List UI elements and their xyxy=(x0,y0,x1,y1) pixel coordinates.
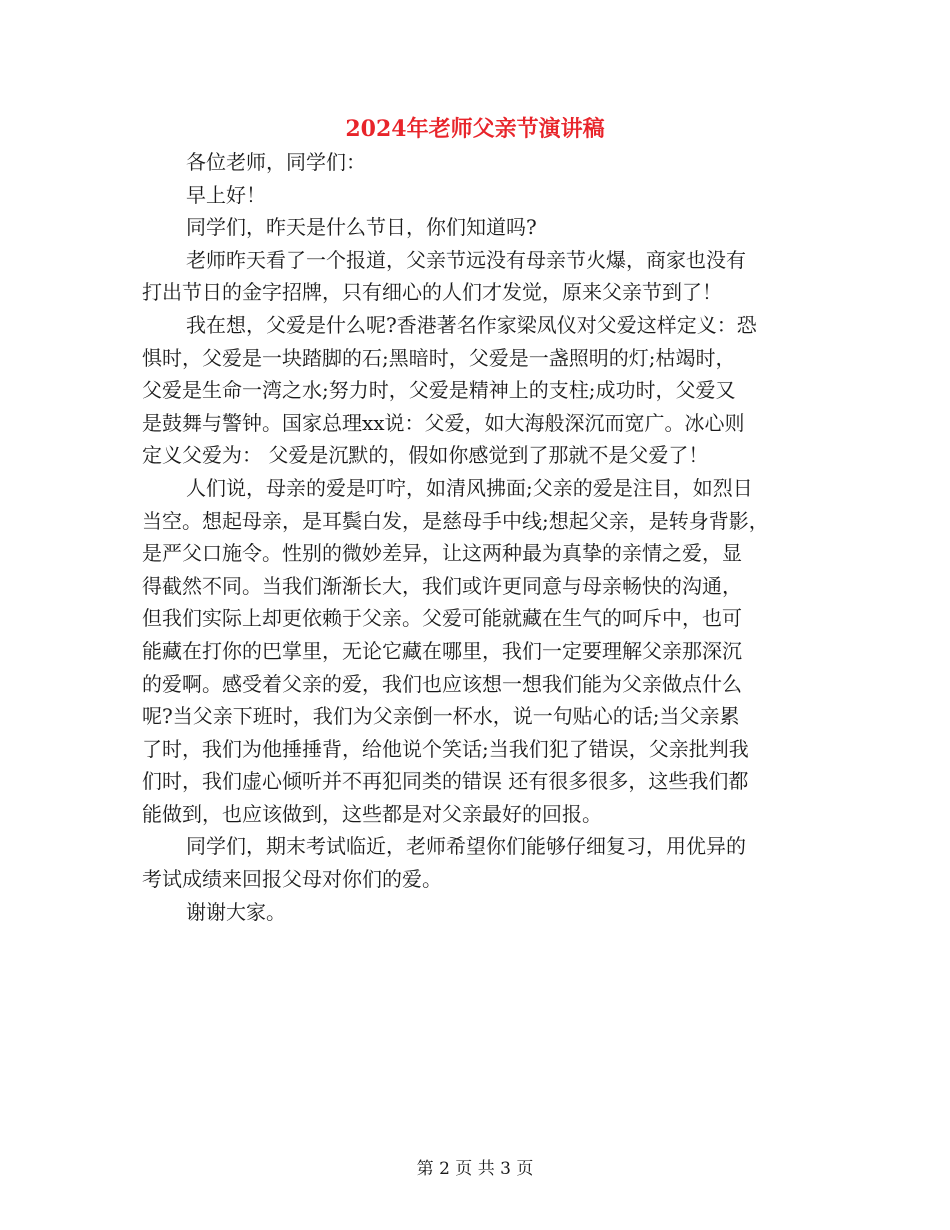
paragraph-parents-love xyxy=(142,472,814,831)
paragraph-line: 是严父口施令。性别的微妙差异，让这两种最为真挚的亲情之爱，显 xyxy=(142,541,742,566)
paragraph-greeting xyxy=(142,146,814,179)
paragraph-line: 早上好！ xyxy=(186,182,266,207)
paragraph-line: 得截然不同。当我们渐渐长大，我们或许更同意与母亲畅快的沟通， xyxy=(142,573,742,598)
paragraph-line: 各位老师，同学们： xyxy=(186,150,366,174)
paragraph-line: 人们说，母亲的爱是叮咛，如清风拂面;父亲的爱是注目，如烈日 xyxy=(186,475,753,500)
paragraph-line: 们时，我们虚心倾听并不再犯同类的错误 还有很多很多，这些我们都 xyxy=(142,769,749,794)
paragraph-line: 老师昨天看了一个报道，父亲节远没有母亲节火爆，商家也没有 xyxy=(186,247,746,272)
paragraph-line: 考试成绩来回报父母对你们的爱。 xyxy=(142,867,442,892)
paragraph-question xyxy=(142,211,814,244)
document-body xyxy=(142,146,814,928)
paragraph-line: 谢谢大家。 xyxy=(186,899,286,924)
paragraph-line: 但我们实际上却更依赖于父亲。父爱可能就藏在生气的呵斥中，也可 xyxy=(142,606,742,631)
document-title: 2024年老师父亲节演讲稿 xyxy=(345,116,605,142)
paragraph-line: 呢?当父亲下班时，我们为父亲倒一杯水，说一句贴心的话;当父亲累 xyxy=(142,704,740,729)
paragraph-morning xyxy=(142,179,814,212)
paragraph-line: 能做到，也应该做到，这些都是对父亲最好的回报。 xyxy=(142,801,602,826)
paragraph-line: 同学们，期末考试临近，老师希望你们能够仔细复习，用优异的 xyxy=(186,834,746,859)
paragraph-exam xyxy=(142,830,814,895)
paragraph-line: 是鼓舞与警钟。国家总理xx说：父爱，如大海般深沉而宽广。冰心则 xyxy=(142,410,745,435)
paragraph-report xyxy=(142,244,814,309)
paragraph-thanks xyxy=(142,896,814,929)
paragraph-definition xyxy=(142,309,814,472)
paragraph-line: 同学们，昨天是什么节日，你们知道吗? xyxy=(186,215,537,240)
paragraph-line: 当空。想起母亲，是耳鬓白发，是慈母手中线;想起父亲，是转身背影， xyxy=(142,508,769,533)
paragraph-line: 了时，我们为他捶捶背，给他说个笑话;当我们犯了错误，父亲批判我 xyxy=(142,736,749,761)
paragraph-line: 打出节日的金字招牌，只有细心的人们才发觉，原来父亲节到了！ xyxy=(142,280,722,305)
paragraph-line: 我在想，父爱是什么呢?香港著名作家梁凤仪对父爱这样定义：恐 xyxy=(186,312,757,337)
paragraph-line: 的爱啊。感受着父亲的爱，我们也应该想一想我们能为父亲做点什么 xyxy=(142,671,742,696)
paragraph-line: 定义父爱为： 父爱是沉默的，假如你感觉到了那就不是父爱了！ xyxy=(142,443,709,468)
paragraph-line: 父爱是生命一湾之水;努力时，父爱是精神上的支柱;成功时，父爱又 xyxy=(142,378,736,403)
page-footer: 第 2 页 共 3 页 xyxy=(416,1159,534,1179)
paragraph-line: 能藏在打你的巴掌里，无论它藏在哪里，我们一定要理解父亲那深沉 xyxy=(142,638,742,663)
paragraph-line: 惧时，父爱是一块踏脚的石;黑暗时，父爱是一盏照明的灯;枯竭时， xyxy=(142,345,736,370)
